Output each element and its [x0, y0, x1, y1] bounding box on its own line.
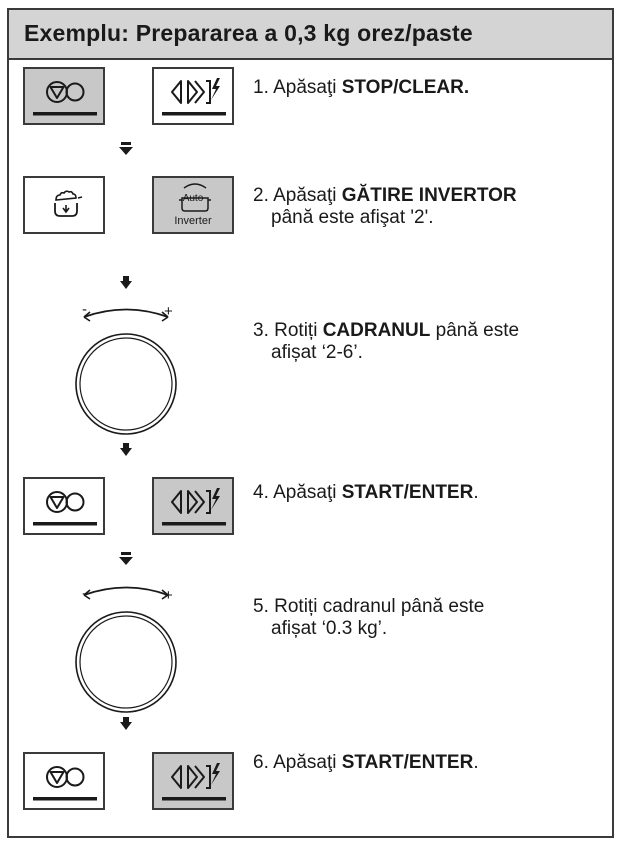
start-enter-button[interactable]	[152, 752, 234, 810]
dial-minus-label: -	[82, 585, 87, 602]
panel-header	[9, 10, 612, 60]
auto-inverter-button[interactable]	[152, 176, 234, 234]
dial-knob[interactable]	[66, 292, 186, 442]
start-enter-icon	[154, 754, 236, 812]
dial-minus-label: -	[82, 301, 87, 318]
auto-label: Auto	[182, 193, 204, 204]
down-arrow-icon	[118, 141, 134, 157]
step-1-text: 1. Apăsaţi STOP/CLEAR.	[253, 77, 470, 98]
down-arrow-icon	[119, 716, 133, 732]
auto-inverter-icon	[154, 178, 236, 236]
start-enter-button[interactable]	[152, 477, 234, 535]
stop-clear-icon	[25, 754, 107, 812]
down-arrow-icon	[119, 275, 133, 291]
step-2-text: 2. Apăsaţi GĂTIRE INVERTOR până este afişat '2'.	[253, 185, 517, 228]
steam-cook-button[interactable]	[23, 176, 105, 234]
step-6-text: 6. Apăsaţi START/ENTER.	[253, 752, 479, 773]
stop-clear-icon	[25, 69, 107, 127]
stop-clear-button[interactable]	[23, 67, 105, 125]
down-arrow-icon	[119, 442, 133, 458]
stop-clear-icon	[25, 479, 107, 537]
start-enter-button[interactable]	[152, 67, 234, 125]
dial-plus-label: +	[164, 587, 173, 604]
start-enter-icon	[154, 479, 236, 537]
down-arrow-icon	[118, 551, 134, 567]
step-4-text: 4. Apăsaţi START/ENTER.	[253, 482, 479, 503]
start-enter-icon	[154, 69, 236, 127]
page-title: Exemplu: Prepararea a 0,3 kg orez/paste	[24, 20, 473, 46]
stop-clear-button[interactable]	[23, 477, 105, 535]
step-5-text: 5. Rotiți cadranul până este afișat ‘0.3 kg’.	[253, 596, 485, 639]
stop-clear-button[interactable]	[23, 752, 105, 810]
dial-knob[interactable]	[66, 570, 186, 720]
step-3-text: 3. Rotiți CADRANUL până este afișat ‘2-6’.	[253, 320, 520, 363]
dial-plus-label: +	[164, 303, 173, 320]
steam-cook-icon	[25, 178, 107, 236]
inverter-label: Inverter	[174, 215, 212, 227]
